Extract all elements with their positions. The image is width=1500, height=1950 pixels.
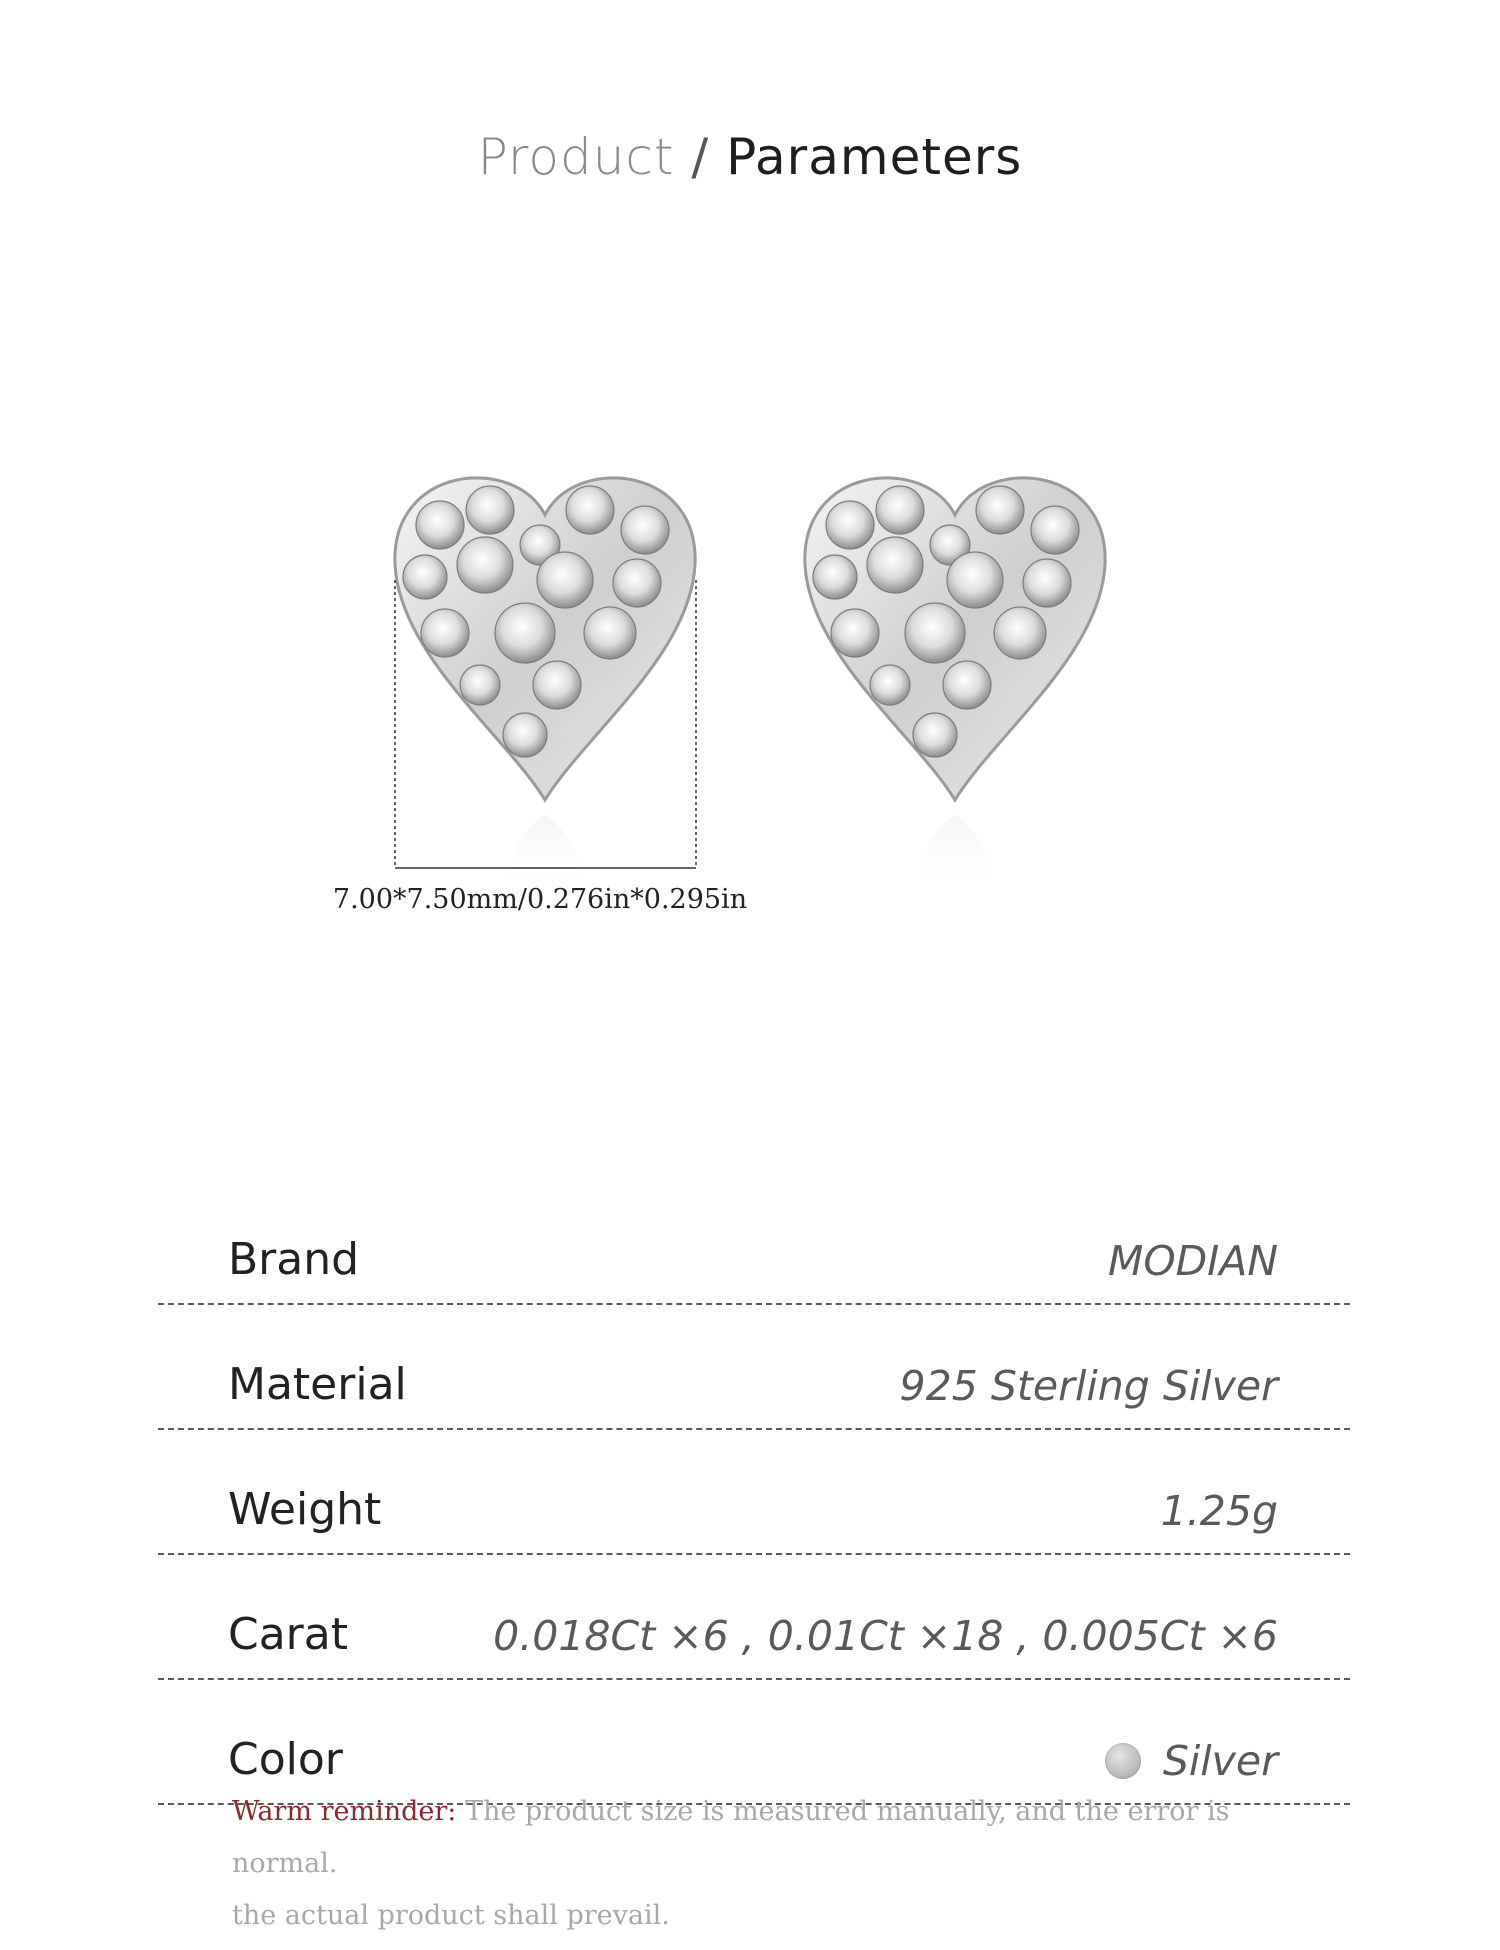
param-value: 0.018Ct ×6 , 0.01Ct ×18 , 0.005Ct ×6: [493, 1612, 1278, 1660]
param-value: Silver: [1162, 1737, 1278, 1785]
right-earring-image: [805, 478, 1105, 895]
dimension-label: 7.00*7.50mm/0.276in*0.295in: [332, 884, 748, 915]
left-earring-image: [395, 478, 695, 895]
param-label: Brand: [228, 1234, 360, 1285]
param-label: Color: [228, 1734, 343, 1785]
parameters-table: [158, 1180, 1350, 1805]
title-separator: /: [674, 128, 727, 186]
param-row-brand: [158, 1180, 1350, 1305]
param-label: Carat: [228, 1609, 348, 1660]
param-row-carat: [158, 1555, 1350, 1680]
warm-reminder: [232, 1786, 1332, 1942]
param-value-container: [1105, 1737, 1278, 1785]
color-swatch-icon: [1105, 1743, 1141, 1779]
param-label: Material: [228, 1359, 407, 1410]
param-value: 1.25g: [1160, 1487, 1278, 1535]
reminder-line1: The product size is measured manually, and the error is normal.: [232, 1796, 1230, 1879]
title-product: Product: [477, 128, 675, 186]
param-value: MODIAN: [1107, 1237, 1278, 1285]
reminder-prefix: Warm reminder:: [232, 1796, 457, 1827]
reminder-line2: the actual product shall prevail.: [232, 1900, 670, 1931]
param-label: Weight: [228, 1484, 382, 1535]
param-row-material: [158, 1305, 1350, 1430]
title-parameters: Parameters: [726, 128, 1023, 186]
param-row-weight: [158, 1430, 1350, 1555]
param-value: 925 Sterling Silver: [899, 1362, 1278, 1410]
